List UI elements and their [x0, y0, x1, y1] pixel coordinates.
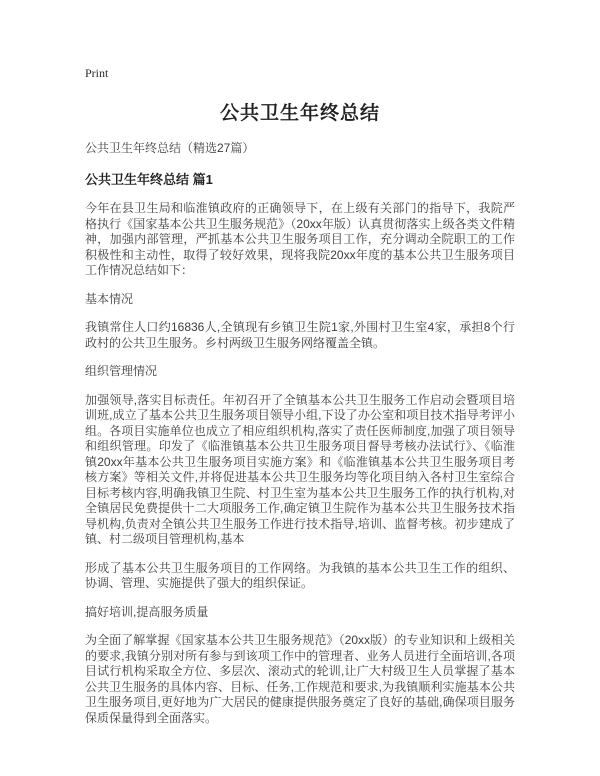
section-title-training: 搞好培训,提高服务质量 [85, 604, 209, 619]
document-subtitle: 公共卫生年终总结（精选27篇） [85, 141, 255, 155]
paragraph-intro: 今年在县卫生局和临淮镇政府的正确领导下，在上级有关部门的指导下，我院严格执行《国家基本公共卫生服务规范》（20xx年版）认真贯彻落实上级各类文件精神，加强内部管理，严抓基本公共卫生服务项目工作，充分调动全院职工的工作积极性和主动性，取得了较好效果，现将我院20xx年度的基本公共卫生服务项目工作情况总结如下： [85, 201, 515, 277]
paragraph-work-network: 形成了基本公共卫生服务项目的工作网络。为我镇的基本公共卫生工作的组织、协调、管理、实施提供了强大的组织保证。 [85, 560, 515, 590]
print-button[interactable]: Print [85, 66, 109, 80]
section-title-organization-management: 组织管理情况 [85, 364, 158, 378]
paragraph-basic-situation: 我镇常住人口约16836人,全镇现有乡镇卫生院1家,外围村卫生室4家，承担8个行政村的公共卫生服务。乡村两级卫生服务网络覆盖全镇。 [85, 320, 515, 350]
section-title-basic-situation: 基本情况 [85, 291, 134, 306]
part-heading: 公共卫生年终总结 篇1 [85, 172, 213, 187]
document-title: 公共卫生年终总结 [219, 103, 380, 124]
paragraph-organization-management: 加强领导,落实目标责任。年初召开了全镇基本公共卫生服务工作启动会暨项目培训班,成立了基本公共卫生服务项目领导小组,下设了办公室和项目技术指导考评小组。各项目实施单位也成立了相应组织机构,落实了责任医师制度,加强了项目领导和组织管理。印发了《临淮镇基本公共卫生服务项目督导考核办法试行》、《临淮镇20xx年基本公共卫生服务项目实施方案》和《临淮镇基本公共卫生服务项目考核方案》等相关文件,并将促进基本公共卫生服务均等化项目纳入各村卫生室综合目标考核内容,明确我镇卫生院、村卫生室为基本公共卫生服务工作的执行机构,对全镇居民免费提供十二大项服务工作,确定镇卫生院作为基本公共卫生服务技术指导机构,负责对全镇公共卫生服务工作进行技术指导,培训、监督考核。初步建成了镇、村二级项目管理机构,基本 [85, 392, 515, 546]
paragraph-training: 为全面了解掌握《国家基本公共卫生服务规范》（20xx版）的专业知识和上级相关的要求,我镇分别对所有参与到该项工作中的管理者、业务人员进行全面培训,各项目试行机构采取全方位、多层次、滚动式的轮训,让广大村级卫生人员掌握了基本公共卫生服务的具体内容、目标、任务,工作规范和要求,为我镇顺利实施基本公共卫生服务项目,更好地为广大居民的健康提供服务奠定了良好的基础,确保项目服务保质保量得到全面落实。 [85, 633, 515, 725]
